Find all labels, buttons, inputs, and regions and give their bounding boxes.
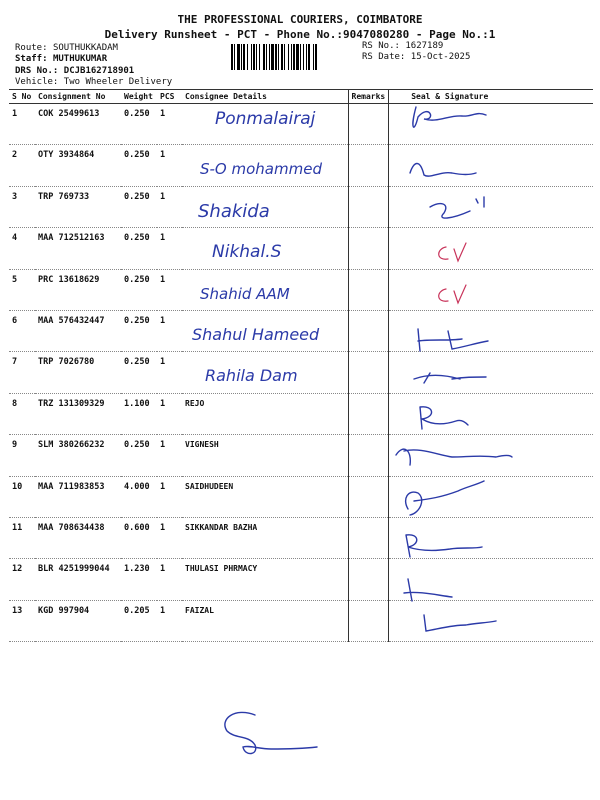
cell-sno: 6	[9, 310, 35, 351]
runsheet-title: THE PROFESSIONAL COURIERS, COIMBATORE	[177, 13, 423, 26]
cell-weight: 0.250	[121, 269, 157, 310]
cell-seal-signature	[389, 393, 593, 434]
cell-pcs: 1	[157, 228, 182, 269]
rs-no-value: 1627189	[405, 41, 444, 51]
rs-date-label: RS Date:	[362, 52, 406, 62]
cell-weight: 0.250	[121, 145, 157, 186]
handwritten-name-6: Shahul Hameed	[192, 325, 320, 344]
table-row	[9, 228, 593, 269]
cell-consignment-no: TRP 769733	[35, 186, 121, 227]
cell-seal-signature	[389, 352, 593, 393]
staff-signature	[215, 705, 325, 760]
col-consignment-header: Consignment No	[35, 90, 121, 104]
cell-pcs: 1	[157, 352, 182, 393]
cell-consignment-no: OTY 3934864	[35, 145, 121, 186]
cell-consignee: FAIZAL	[182, 600, 348, 641]
col-weight-header: Weight	[121, 90, 157, 104]
handwritten-name-3: Shakida	[198, 201, 270, 222]
cell-pcs: 1	[157, 310, 182, 351]
drs-label: DRS No.:	[15, 66, 59, 76]
drs-line	[15, 66, 134, 77]
runsheet-table	[9, 89, 593, 642]
cell-sno: 12	[9, 559, 35, 600]
cell-sno: 5	[9, 269, 35, 310]
cell-remarks	[348, 476, 389, 517]
vehicle-line	[15, 77, 172, 88]
handwritten-name-5: Shahid AAM	[200, 285, 290, 303]
cell-consignment-no: COK 25499613	[35, 104, 121, 145]
cell-pcs: 1	[157, 145, 182, 186]
table-row	[9, 476, 593, 517]
cell-remarks	[348, 186, 389, 227]
vehicle-value: Two Wheeler Delivery	[63, 77, 173, 87]
runsheet-subtitle: Delivery Runsheet - PCT - Phone No.:9047080280 - Page No.:1	[104, 28, 496, 41]
cell-seal-signature	[389, 476, 593, 517]
table-row	[9, 104, 593, 145]
cell-pcs: 1	[157, 559, 182, 600]
cell-consignment-no: TRZ 131309329	[35, 393, 121, 434]
cell-consignee	[182, 104, 348, 145]
cell-consignment-no: TRP 7026780	[35, 352, 121, 393]
cell-sno: 1	[9, 104, 35, 145]
barcode-bar	[317, 44, 318, 70]
table-row	[9, 269, 593, 310]
cell-seal-signature	[389, 435, 593, 476]
cell-remarks	[348, 145, 389, 186]
barcode-image	[231, 44, 355, 70]
cell-remarks	[348, 228, 389, 269]
cell-remarks	[348, 352, 389, 393]
cell-consignment-no: SLM 380266232	[35, 435, 121, 476]
rs-date-value: 15-Oct-2025	[410, 52, 471, 62]
cell-consignment-no: BLR 4251999044	[35, 559, 121, 600]
cell-seal-signature	[389, 559, 593, 600]
route-line	[15, 43, 118, 54]
cell-pcs: 1	[157, 186, 182, 227]
col-pcs-header: PCS	[157, 90, 182, 104]
cell-consignee: SAIDHUDEEN	[182, 476, 348, 517]
cell-consignment-no: MAA 712512163	[35, 228, 121, 269]
handwritten-name-2: S-O mohammed	[200, 160, 322, 178]
handwritten-name-7: Rahila Dam	[205, 366, 298, 385]
cell-seal-signature	[389, 517, 593, 558]
cell-weight: 1.100	[121, 393, 157, 434]
cell-weight: 0.250	[121, 310, 157, 351]
cell-seal-signature	[389, 600, 593, 641]
cell-weight: 0.250	[121, 228, 157, 269]
cell-pcs: 1	[157, 393, 182, 434]
cell-weight: 0.205	[121, 600, 157, 641]
cell-remarks	[348, 517, 389, 558]
cell-weight: 0.250	[121, 352, 157, 393]
cell-sno: 4	[9, 228, 35, 269]
cell-seal-signature	[389, 310, 593, 351]
cell-consignee: REJO	[182, 393, 348, 434]
col-sno-header: S No	[9, 90, 35, 104]
route-label: Route:	[15, 43, 48, 53]
cell-consignee: VIGNESH	[182, 435, 348, 476]
table-row	[9, 559, 593, 600]
table-row	[9, 145, 593, 186]
drs-value: DCJB162718901	[63, 66, 135, 76]
col-seal-header: Seal & Signature	[389, 90, 593, 104]
cell-consignment-no: PRC 13618629	[35, 269, 121, 310]
cell-consignee: THULASI PHRMACY	[182, 559, 348, 600]
cell-pcs: 1	[157, 600, 182, 641]
cell-consignee: SIKKANDAR BAZHA	[182, 517, 348, 558]
table-row	[9, 435, 593, 476]
cell-pcs: 1	[157, 517, 182, 558]
cell-consignment-no: MAA 708634438	[35, 517, 121, 558]
table-row	[9, 310, 593, 351]
table-header-row	[9, 90, 593, 104]
table-row	[9, 393, 593, 434]
cell-sno: 11	[9, 517, 35, 558]
cell-consignment-no: KGD 997904	[35, 600, 121, 641]
cell-remarks	[348, 559, 389, 600]
cell-seal-signature	[389, 145, 593, 186]
cell-weight: 1.230	[121, 559, 157, 600]
cell-consignee	[182, 352, 348, 393]
cell-seal-signature	[389, 186, 593, 227]
cell-pcs: 1	[157, 104, 182, 145]
vehicle-label: Vehicle:	[15, 77, 59, 87]
rs-date-line	[362, 52, 470, 63]
cell-remarks	[348, 310, 389, 351]
cell-pcs: 1	[157, 269, 182, 310]
cell-remarks	[348, 435, 389, 476]
cell-consignee	[182, 228, 348, 269]
handwritten-name-1: Ponmalairaj	[215, 109, 316, 129]
cell-remarks	[348, 269, 389, 310]
cell-sno: 8	[9, 393, 35, 434]
cell-consignment-no: MAA 576432447	[35, 310, 121, 351]
staff-line	[15, 54, 107, 65]
staff-label: Staff:	[15, 54, 48, 64]
staff-value: MUTHUKUMAR	[52, 54, 108, 64]
cell-consignee	[182, 145, 348, 186]
cell-sno: 2	[9, 145, 35, 186]
cell-sno: 7	[9, 352, 35, 393]
cell-consignee	[182, 310, 348, 351]
cell-remarks	[348, 600, 389, 641]
cell-seal-signature	[389, 104, 593, 145]
cell-pcs: 1	[157, 476, 182, 517]
cell-consignee	[182, 186, 348, 227]
cell-weight: 0.250	[121, 104, 157, 145]
cell-pcs: 1	[157, 435, 182, 476]
cell-weight: 0.250	[121, 186, 157, 227]
cell-weight: 4.000	[121, 476, 157, 517]
cell-sno: 10	[9, 476, 35, 517]
cell-consignee	[182, 269, 348, 310]
handwritten-name-4: Nikhal.S	[212, 242, 282, 262]
table-row	[9, 517, 593, 558]
table-row	[9, 186, 593, 227]
cell-remarks	[348, 393, 389, 434]
col-consignee-header: Consignee Details	[182, 90, 348, 104]
cell-weight: 0.600	[121, 517, 157, 558]
table-row	[9, 600, 593, 641]
col-remarks-header: Remarks	[348, 90, 389, 104]
cell-sno: 9	[9, 435, 35, 476]
cell-sno: 3	[9, 186, 35, 227]
cell-remarks	[348, 104, 389, 145]
cell-seal-signature	[389, 228, 593, 269]
cell-seal-signature	[389, 269, 593, 310]
cell-consignment-no: MAA 711983853	[35, 476, 121, 517]
rs-no-line	[362, 41, 443, 52]
cell-weight: 0.250	[121, 435, 157, 476]
cell-sno: 13	[9, 600, 35, 641]
rs-no-label: RS No.:	[362, 41, 400, 51]
route-value: SOUTHUKKADAM	[52, 43, 118, 53]
table-row	[9, 352, 593, 393]
